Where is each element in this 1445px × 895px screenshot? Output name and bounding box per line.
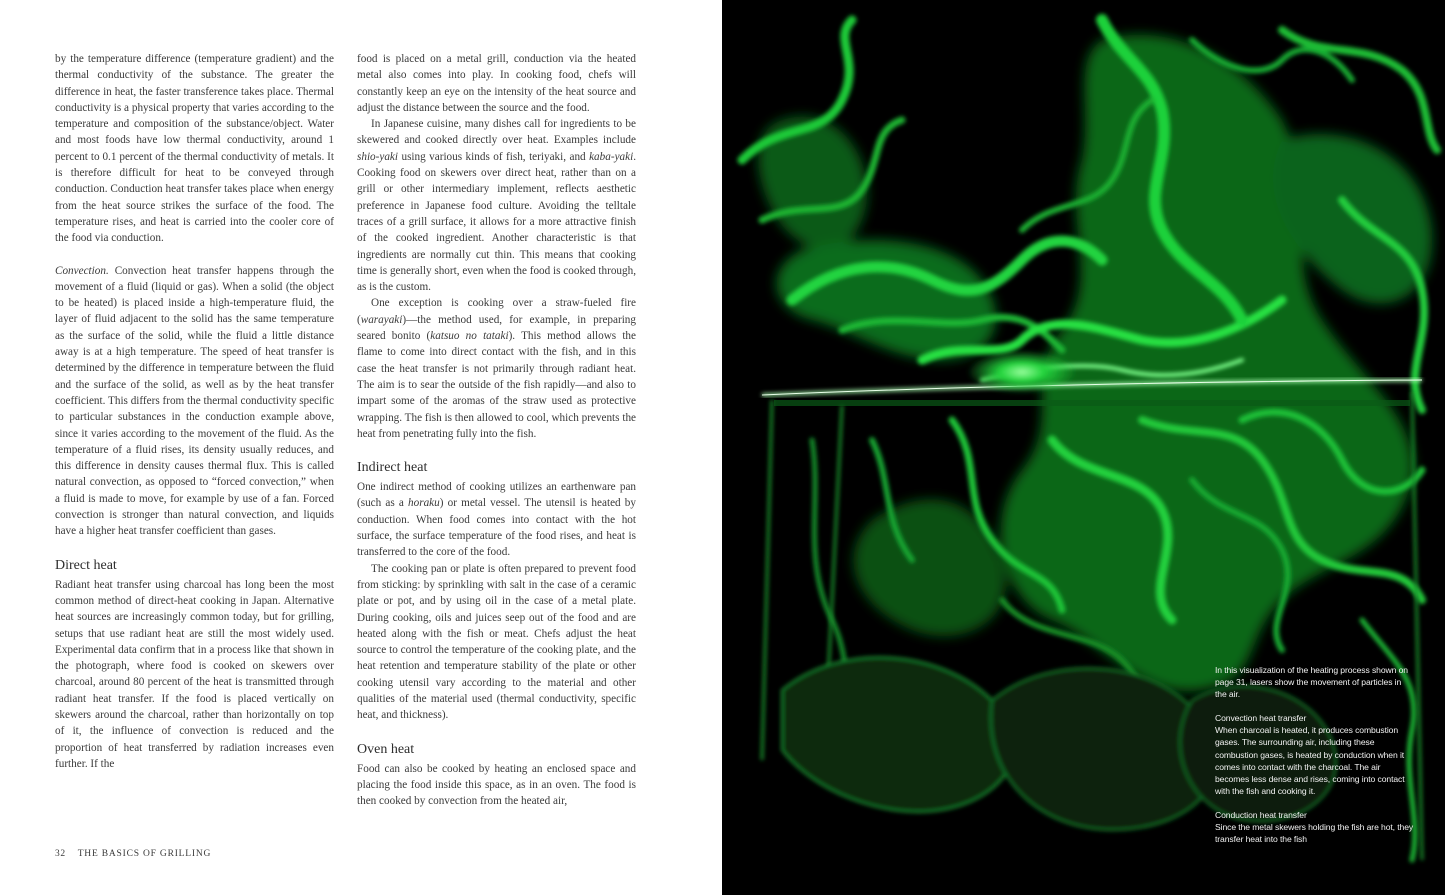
paragraph: Food can also be cooked by heating an enclosed space and placing the food inside this space, as in an oven. The food is then cooked by convection from the heated air, [357,762,636,808]
text-run: using various kinds of fish, teriyaki, and [398,150,590,163]
paragraph-text: Convection heat transfer happens through the movement of a fluid (liquid or gas). When a solid (the object to be heated) is placed inside a high-temperature fluid, the layer of fluid adjacent to the solid has the same temperature as the surface of the solid, while the fluid a little distance away is at a high temperature. The speed of heat transfer is determined by the difference in temperature between the fluid and the surface of the solid, as well as by the heat transfer coefficient. This differs from the thermal conductivity specific to particular substances in the conduction example above, since it varies according to the movement of the fluid. As the temperature of a fluid rises, its density usually reduces, and this difference in density causes thermal flux. This is called natural convection, as opposed to “forced convection,” when a fluid is made to move, for example by use of a fan. Forced convection is stronger than natural convection, and liquids have a higher heat transfer coefficient than gases. [55,264,334,538]
page-number: 32 [55,849,66,859]
text-run: ). This method allows the flame to come into direct contact with the fish, and in this case the heat transfer is not primarily through radiant heat. The aim is to sear the outside of the fish rapidly—and also to impart some of the aromas of the straw used as protective wrapping. The fish is then allowed to cool, which prevents the heat from penetrating fully into the fish. [357,330,636,440]
caption-convection-title: Convection heat transfer [1215,713,1307,724]
paragraph: by the temperature difference (temperature gradient) and the thermal conductivity of the substance. The greater the difference in heat, the faster transference takes place. Thermal conductivity is a physical property that varies according to the temperature and composition of the substance/object. Water and most foods have low thermal conductivity, around 1 percent to 0.1 percent of the thermal conductivity of metals. It is therefore difficult for heat to be conveyed through conduction. Conduction heat transfer takes place when energy from the heat source strikes the surface of the food. The temperature rises, and heat is carried into the cooler core of the food via conduction. [55,53,334,245]
photo-caption [1215,664,1415,845]
heading-direct-heat: Direct heat [55,557,117,573]
italic-term: warayaki [360,313,403,326]
heading-indirect-heat: Indirect heat [357,460,428,476]
paragraph-warayaki [357,295,636,442]
run-in-label: Convection. [55,264,109,277]
text-column-left [55,51,334,772]
paragraph-japanese-cuisine [357,116,636,295]
paragraph: food is placed on a metal grill, conduction via the heated metal also comes into play. In cooking food, chefs will constantly keep an eye on the intensity of the heat source and adjust the distance between the source and the food. [357,53,636,114]
text-run: One indirect method of cooking utilizes an earthenware pan (such as a [357,481,636,510]
text-run: One exception is cooking over a straw-fueled fire ( [357,297,636,326]
left-page [0,0,722,895]
text-run: In Japanese cuisine, many dishes call for ingredients to be skewered and cooked directly over heat. Examples include [357,118,636,147]
italic-term: kaba-yaki [589,150,634,163]
paragraph: Radiant heat transfer using charcoal has long been the most common method of direct-heat cooking in Japan. Alternative heat sources are increasingly common today, but for grilling, setups that use radiant heat are still the most widely used. Experimental data confirm that in a process like that shown in the photograph, where food is cooked on skewers over charcoal, around 80 percent of the heat is transmitted through radiant heat transfer. If the food is placed vertically on skewers around the charcoal, rather than horizontally on top of it, the influence of convection is reduced and the proportion of heat transferred by radiation increases even further. If the [55,578,334,770]
text-run: )—the method used, for example, in preparing seared bonito ( [357,313,636,343]
paragraph-indirect [357,479,636,560]
heading-oven-heat: Oven heat [357,741,415,757]
caption-intro: In this visualization of the heating process shown on page 31, lasers show the movement of particles in the air. [1215,665,1408,700]
text-run: ) or metal vessel. The utensil is heated by conduction. When food comes into contact with the hot surface, the surface temperature of the food rises, and heat is transferred to the core of the food. [357,497,636,559]
caption-conduction-title: Conduction heat transfer [1215,809,1307,820]
italic-term: katsuo no tataki [430,330,509,343]
paragraph-convection [55,263,334,540]
paragraph: The cooking pan or plate is often prepared to prevent food from sticking: by sprinkling with salt in the case of a ceramic plate or pot, and by using oil in the case of a metal plate. During cooking, oils and juices seep out of the food and are heated along with the fish or meat. Chefs adjust the heat source to control the temperature of the cooking plate, and the heat retention and temperature stability of the plate or other cooking utensil vary according to the material and other qualities of the material used (thermal conductivity, specific heat, and thickness). [357,562,636,722]
text-run: . Cooking food on skewers over direct heat, rather than on a grill or other intermediary implement, reflects aesthetic preference in Japanese food culture. Avoiding the telltale traces of a grill surface, it allows for a more attractive finish of the cooked ingredient. Another characteristic is that ingredients are normally cut thin. This means that cooking time is generally short, even when the food is cooked through, as is the custom. [357,150,636,294]
right-page-photo [722,0,1445,895]
running-head: THE BASICS OF GRILLING [77,849,212,859]
italic-term: shio-yaki [357,150,399,163]
text-column-right [357,51,636,809]
page-footer [55,849,211,859]
caption-conduction-text: Since the metal skewers holding the fish are hot, they transfer heat into the fish [1215,822,1414,845]
italic-term: horaku [408,497,440,510]
caption-convection-text: When charcoal is heated, it produces combustion gases. The surrounding air, including these combustion gases, is heated by conduction when it comes into contact with the charcoal. The air becomes less dense and rises, coming into contact with the fish and cooking it. [1215,725,1405,796]
